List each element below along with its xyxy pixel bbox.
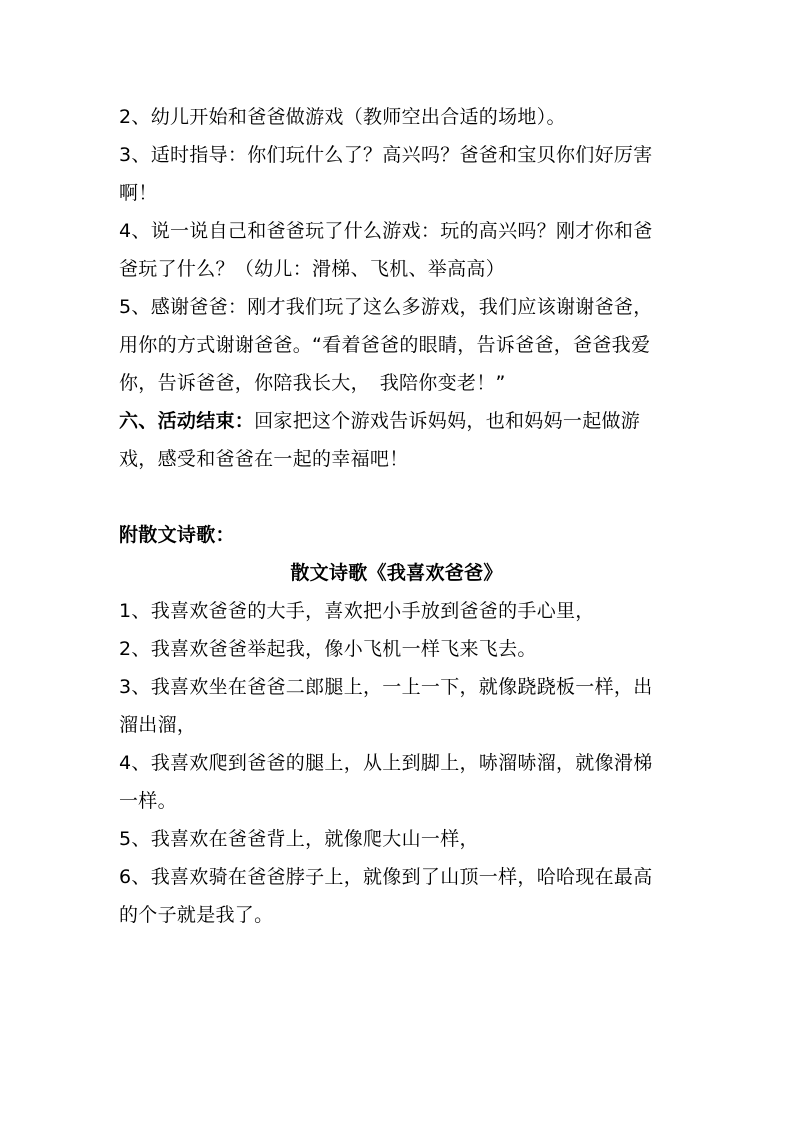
step-3-line-2: 啊！ [119,182,158,204]
blank-line [119,478,674,516]
poem-line: 3、我喜欢坐在爸爸二郎腿上，一上一下，就像跷跷板一样，出 [119,676,653,698]
document-body [119,98,674,934]
section-six-line-1 [119,402,674,440]
poem-line: 溜出溜， [119,714,197,736]
step-5-line-3: 你，告诉爸爸，你陪我长大， 我陪你变老！” [119,372,506,394]
appendix-heading: 附散文诗歌： [119,524,235,546]
step-4-line-2: 爸玩了什么？（幼儿：滑梯、飞机、举高高） [119,258,506,280]
section-six-label: 六、活动结束： [119,410,255,432]
step-5-line-1: 5、感谢爸爸：刚才我们玩了这么多游戏，我们应该谢谢爸爸， [119,296,653,318]
step-4-line-1: 4、说一说自己和爸爸玩了什么游戏：玩的高兴吗？刚才你和爸 [119,220,653,242]
poem-title: 散文诗歌《我喜欢爸爸》 [290,562,503,584]
section-six-text: 回家把这个游戏告诉妈妈，也和妈妈一起做游 [254,410,641,432]
poem-line: 1、我喜欢爸爸的大手，喜欢把小手放到爸爸的手心里， [119,600,595,622]
poem-line: 5、我喜欢在爸爸背上，就像爬大山一样， [119,828,479,850]
step-3-line-1: 3、适时指导：你们玩什么了？高兴吗？爸爸和宝贝你们好厉害 [119,144,653,166]
step-5-line-2: 用你的方式谢谢爸爸。“看着爸爸的眼睛，告诉爸爸，爸爸我爱 [119,334,651,356]
poem-line: 6、我喜欢骑在爸爸脖子上，就像到了山顶一样，哈哈现在最高 [119,866,653,888]
poem-line: 的个子就是我了。 [119,904,274,926]
section-six-line-2: 戏，感受和爸爸在一起的幸福吧！ [119,448,409,470]
poem-line: 一样。 [119,790,177,812]
poem-line: 2、我喜欢爸爸举起我，像小飞机一样飞来飞去。 [119,638,537,660]
poem-line: 4、我喜欢爬到爸爸的腿上，从上到脚上，哧溜哧溜，就像滑梯 [119,752,653,774]
step-2-line: 2、幼儿开始和爸爸做游戏（教师空出合适的场地）。 [119,106,566,128]
